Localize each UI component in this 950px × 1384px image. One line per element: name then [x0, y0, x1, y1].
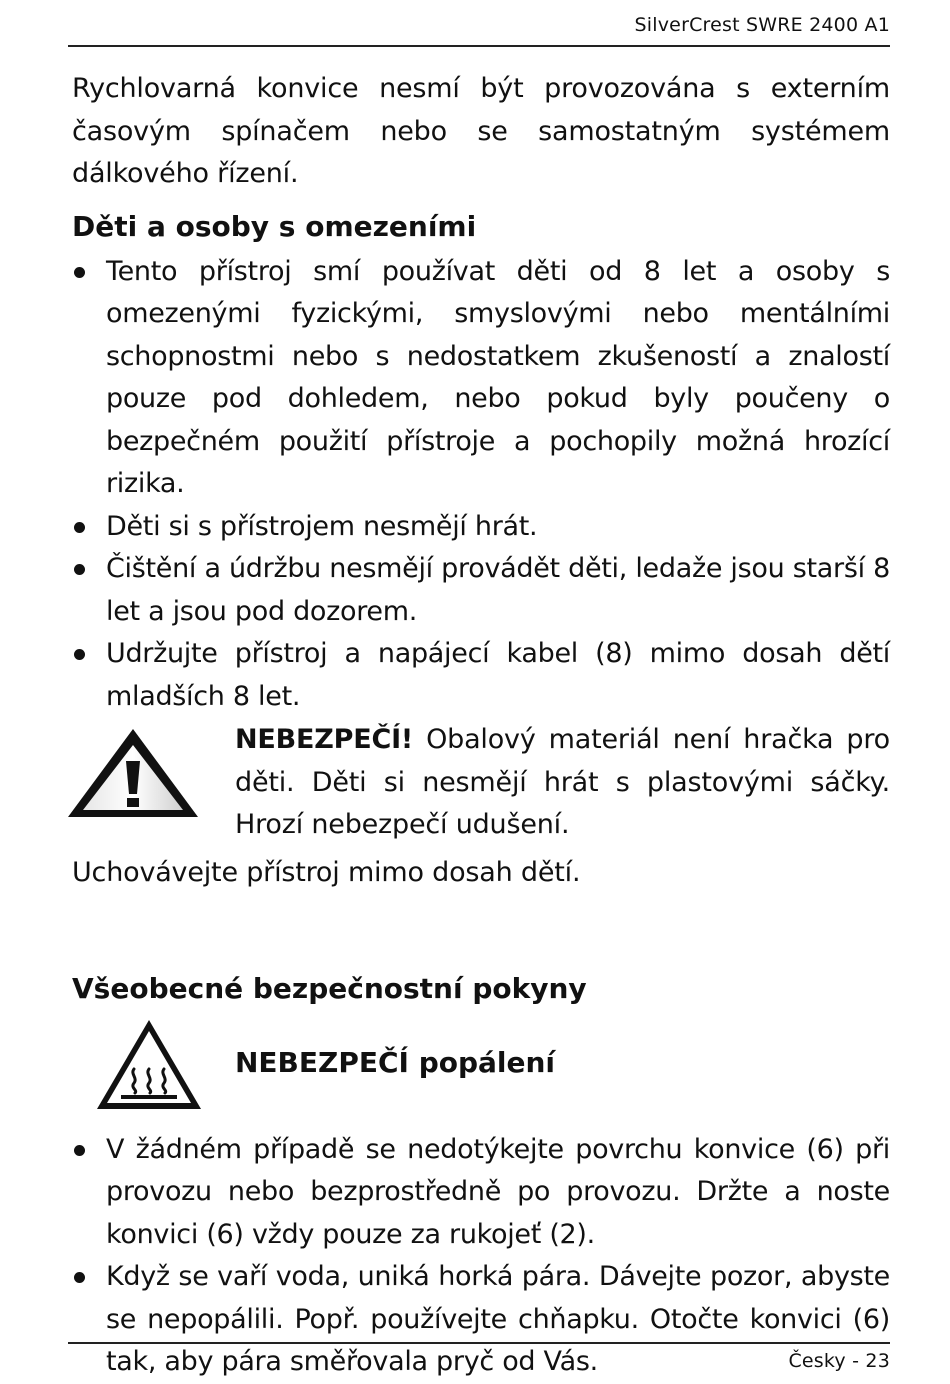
children-bullet-list [72, 251, 890, 719]
bullet-icon [74, 1272, 85, 1283]
bullet-icon [74, 267, 85, 278]
list-item-text: Když se vaří voda, uniká horká pára. Dávejte pozor, abyste se nepopálili. Popř. používejte chňapku. Otočte konvici (6) tak, aby pára směřovala pryč od Vás. [106, 1261, 890, 1377]
list-item-text: V žádném případě se nedotýkejte povrchu konvice (6) při provozu nebo bezprostředně po provozu. Držte a noste konvici (6) vždy pouze za rukojeť (2). [106, 1133, 890, 1250]
list-item [72, 1256, 890, 1384]
list-item-text: Děti si s přístrojem nesmějí hrát. [106, 510, 538, 542]
page-number: Česky - 23 [788, 1350, 890, 1372]
bullet-icon [74, 1145, 85, 1156]
danger-warning-block [72, 719, 890, 847]
danger-label: NEBEZPEČÍ! [235, 724, 414, 755]
list-item [72, 506, 890, 549]
list-item-text: Udržujte přístroj a napájecí kabel (8) mimo dosah dětí mladších 8 let. [106, 638, 890, 712]
bullet-icon [74, 564, 85, 575]
list-item [72, 548, 890, 633]
bullet-icon [74, 522, 85, 533]
section-heading-general: Všeobecné bezpečnostní pokyny [72, 971, 587, 1005]
burn-warning-block [72, 1015, 890, 1115]
section-heading-children: Děti a osoby s omezeními [72, 209, 477, 243]
list-item [72, 1129, 890, 1257]
warning-triangle-icon [64, 725, 202, 821]
page-content [72, 68, 890, 1384]
danger-warning-text [235, 719, 890, 847]
list-item [72, 251, 890, 506]
bullet-icon [74, 649, 85, 660]
page-header [68, 12, 890, 47]
header-title: SilverCrest SWRE 2400 A1 [634, 14, 890, 36]
burn-warning-title: NEBEZPEČÍ popálení [235, 1045, 556, 1079]
general-bullet-list [72, 1129, 890, 1384]
intro-paragraph: Rychlovarná konvice nesmí být provozována s externím časovým spínačem nebo se samostatným systémem dálkového řízení. [72, 73, 890, 189]
list-item [72, 633, 890, 718]
danger-message: Obalový materiál není hračka pro děti. Děti si nesmějí hrát s plastovými sáčky. Hrozí nebezpečí udušení. [235, 724, 890, 840]
list-item-text: Tento přístroj smí používat děti od 8 let a osoby s omezenými fyzickými, smyslovými nebo mentálními schopnostmi nebo s nedostatkem zkušeností a znalostí pouze pod dohledem, nebo pokud byly poučeny o bezpečném použití přístroje a pochopily možná hrozící rizika. [106, 255, 890, 499]
page-footer [68, 1342, 890, 1372]
closing-paragraph: Uchovávejte přístroj mimo dosah dětí. [72, 857, 581, 888]
hot-surface-icon [94, 1017, 204, 1113]
list-item-text: Čištění a údržbu nesmějí provádět děti, ledaže jsou starší 8 let a jsou pod dozorem. [106, 553, 890, 627]
